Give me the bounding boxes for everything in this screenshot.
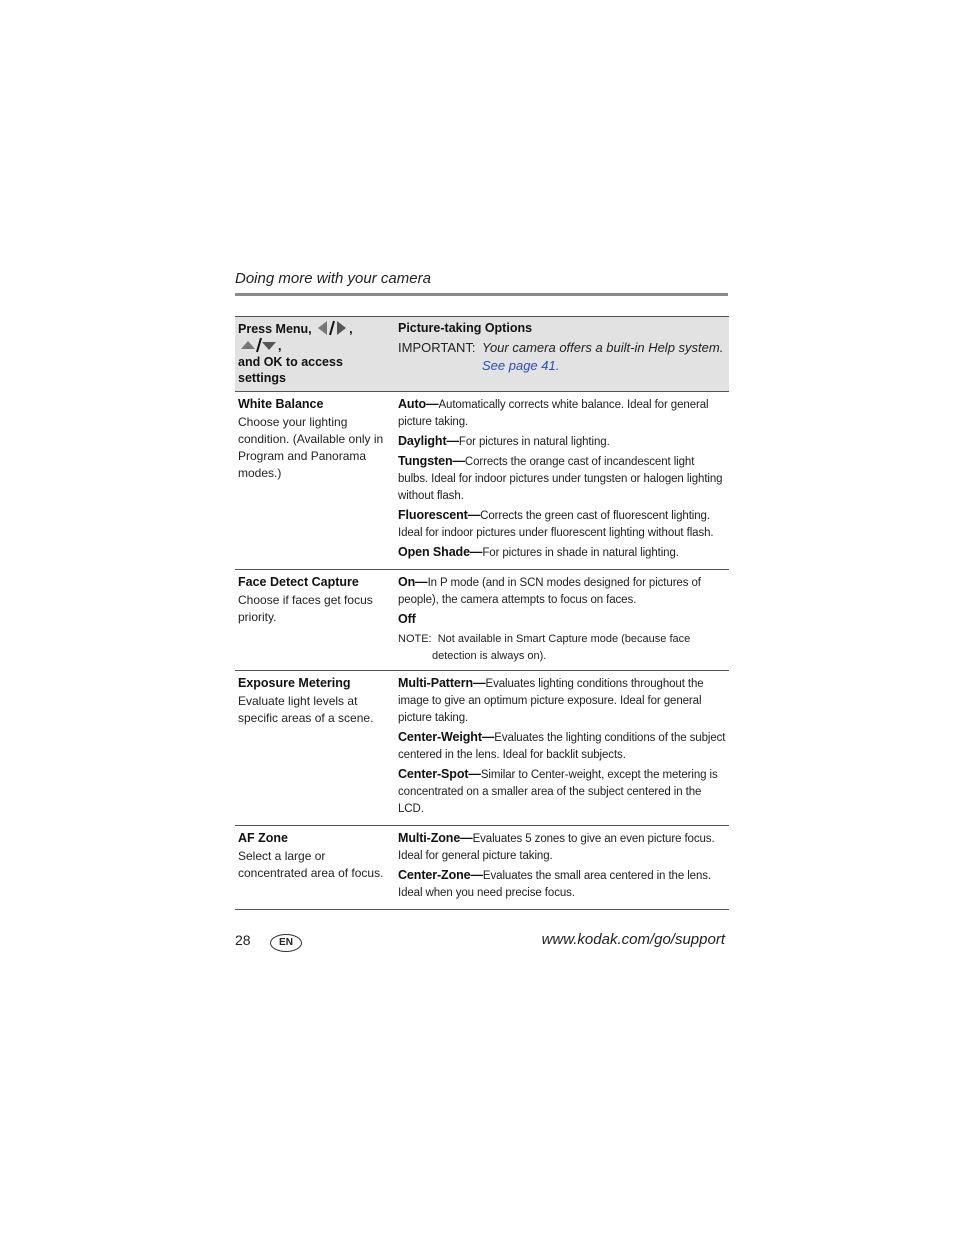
- see-page-link[interactable]: See page 41: [482, 358, 556, 373]
- link-period: .: [555, 358, 560, 373]
- left-right-arrows-icon: [317, 320, 347, 336]
- header-right-cell: [395, 317, 729, 392]
- setting-name: Face Detect Capture: [238, 575, 359, 589]
- important-label: IMPORTANT:: [398, 340, 476, 355]
- setting-name: White Balance: [238, 397, 324, 411]
- separator-comma: ,: [349, 322, 353, 336]
- option-center-weight: Center-Weight—Evaluates the lighting conditions of the subject centered in the lens. Ideal for backlit subjects.: [398, 730, 726, 761]
- page-number: 28: [235, 932, 251, 948]
- important-notice: [398, 339, 726, 375]
- header-left-cell: [235, 317, 395, 392]
- settings-table: [235, 316, 729, 910]
- separator-comma: ,: [278, 339, 282, 353]
- table-row-af-zone: [235, 826, 729, 910]
- option-off: Off: [398, 612, 416, 626]
- support-url[interactable]: www.kodak.com/go/support: [541, 931, 725, 948]
- option-center-zone: Center-Zone—Evaluates the small area centered in the lens. Ideal when you need precise focus.: [398, 868, 712, 899]
- table-header-row: [235, 317, 729, 392]
- page-header-title: Doing more with your camera: [235, 270, 431, 287]
- important-text: Your camera offers a built-in Help system.: [482, 340, 724, 355]
- header-rule: [235, 293, 728, 296]
- setting-description: Evaluate light levels at specific areas of a scene.: [238, 694, 374, 725]
- setting-description: Choose if faces get focus priority.: [238, 593, 373, 624]
- table-row-exposure-metering: [235, 671, 729, 826]
- option-on: On—In P mode (and in SCN modes designed for pictures of people), the camera attempts to focus on faces.: [398, 575, 701, 606]
- option-daylight: Daylight—For pictures in natural lighting.: [398, 434, 610, 448]
- setting-name: Exposure Metering: [238, 676, 351, 690]
- options-column-title: Picture-taking Options: [398, 321, 533, 335]
- table-row-white-balance: [235, 392, 729, 570]
- option-multi-zone: Multi-Zone—Evaluates 5 zones to give an even picture focus. Ideal for general picture taking.: [398, 831, 715, 862]
- setting-description: Select a large or concentrated area of focus.: [238, 849, 384, 880]
- option-fluorescent: Fluorescent—Corrects the green cast of fluorescent lighting. Ideal for indoor pictures under fluorescent lighting without flash.: [398, 508, 714, 539]
- press-menu-label: Press Menu,: [238, 322, 312, 336]
- option-center-spot: Center-Spot—Similar to Center-weight, except the metering is concentrated on a smaller area of the subject centered in the LCD.: [398, 767, 718, 815]
- option-multi-pattern: Multi-Pattern—Evaluates lighting conditions throughout the image to give an optimum picture exposure. Ideal for general picture taking.: [398, 676, 704, 724]
- option-tungsten: Tungsten—Corrects the orange cast of incandescent light bulbs. Ideal for indoor pictures under tungsten or halogen lighting without flash.: [398, 454, 723, 502]
- access-settings-label: and OK to access settings: [238, 355, 343, 385]
- up-down-arrows-icon: [240, 337, 276, 353]
- option-open-shade: Open Shade—For pictures in shade in natural lighting.: [398, 545, 679, 559]
- language-badge: EN: [270, 934, 302, 952]
- setting-name: AF Zone: [238, 831, 288, 845]
- setting-description: Choose your lighting condition. (Available only in Program and Panorama modes.): [238, 415, 384, 480]
- option-auto: Auto—Automatically corrects white balance. Ideal for general picture taking.: [398, 397, 709, 428]
- face-detect-note: NOTE: Not available in Smart Capture mode (because face detection is always on).: [398, 633, 691, 662]
- table-row-face-detect: [235, 570, 729, 671]
